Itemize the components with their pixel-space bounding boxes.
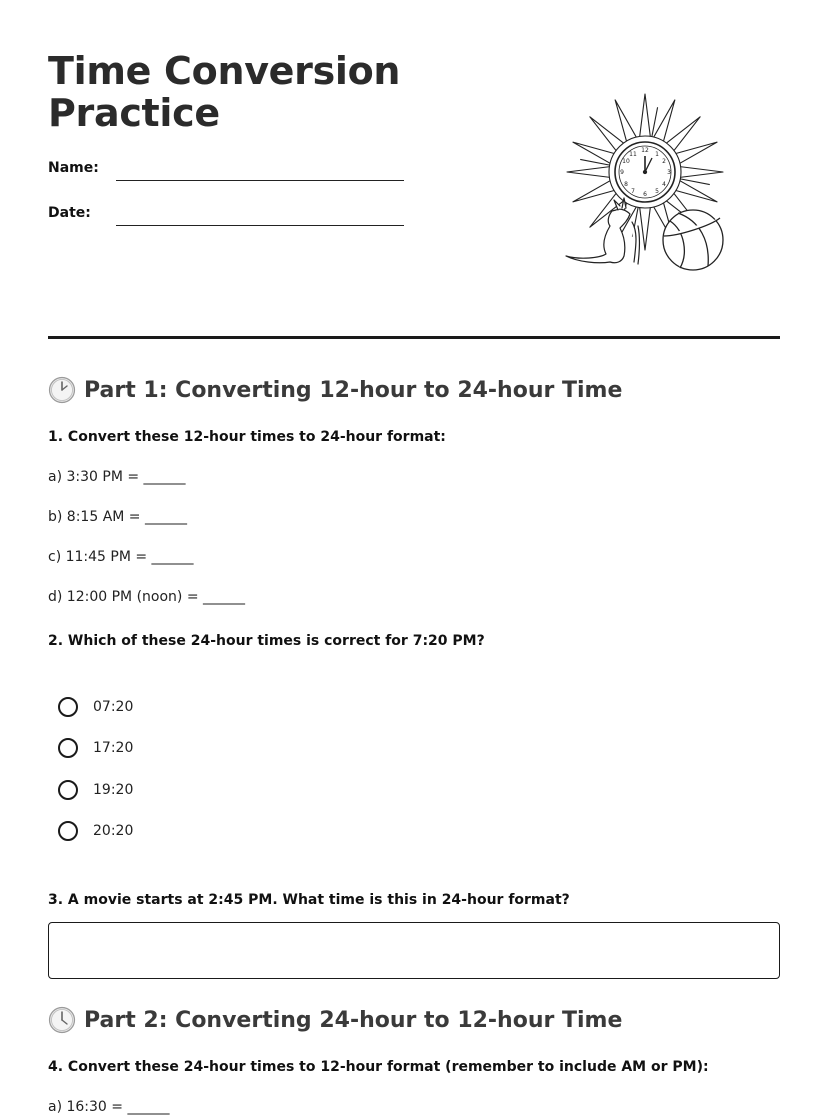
radio-label: 20:20 xyxy=(93,823,134,839)
svg-text:3: 3 xyxy=(667,169,671,176)
name-label: Name: xyxy=(48,160,99,176)
part1-heading xyxy=(48,375,622,405)
radio-label: 19:20 xyxy=(93,782,134,798)
radio-option-1920[interactable] xyxy=(58,780,133,800)
radio-label: 07:20 xyxy=(93,699,134,715)
question-1-item-c: c) 11:45 PM = ______ xyxy=(48,549,194,565)
clock-icon xyxy=(48,1006,76,1034)
question-4-item-a: a) 16:30 = ______ xyxy=(48,1099,170,1115)
question-1-prompt: 1. Convert these 12-hour times to 24-hour format: xyxy=(48,429,446,445)
radio-option-2020[interactable] xyxy=(58,821,133,841)
radio-option-0720[interactable] xyxy=(58,697,133,717)
svg-text:8: 8 xyxy=(624,181,628,188)
part2-heading-text: Part 2: Converting 24-hour to 12-hour Time xyxy=(84,1007,623,1033)
radio-button[interactable] xyxy=(58,738,78,758)
radio-button[interactable] xyxy=(58,697,78,717)
page-title xyxy=(48,50,428,134)
question-1-item-b: b) 8:15 AM = ______ xyxy=(48,509,187,525)
title-line-1: Time Conversion xyxy=(48,49,401,93)
date-field-line[interactable] xyxy=(116,225,404,226)
radio-option-1720[interactable] xyxy=(58,738,133,758)
radio-button[interactable] xyxy=(58,821,78,841)
svg-text:6: 6 xyxy=(643,191,647,198)
svg-text:5: 5 xyxy=(655,188,659,195)
svg-text:7: 7 xyxy=(631,188,635,195)
part2-heading xyxy=(48,1005,622,1035)
radio-button[interactable] xyxy=(58,780,78,800)
sun-clock-illustration-icon xyxy=(560,86,730,276)
svg-text:9: 9 xyxy=(620,169,624,176)
svg-text:10: 10 xyxy=(622,158,630,165)
question-2-prompt: 2. Which of these 24-hour times is correct for 7:20 PM? xyxy=(48,633,485,649)
clock-icon xyxy=(48,376,76,404)
question-3-prompt: 3. A movie starts at 2:45 PM. What time is this in 24-hour format? xyxy=(48,892,570,908)
title-line-2: Practice xyxy=(48,91,220,135)
part1-heading-text: Part 1: Converting 12-hour to 24-hour Time xyxy=(84,377,623,403)
svg-text:2: 2 xyxy=(662,158,666,165)
name-field-line[interactable] xyxy=(116,180,404,181)
radio-label: 17:20 xyxy=(93,740,134,756)
question-1-item-a: a) 3:30 PM = ______ xyxy=(48,469,186,485)
section-divider xyxy=(48,336,780,339)
question-3-answer-box[interactable] xyxy=(48,922,780,979)
svg-text:11: 11 xyxy=(629,151,637,158)
date-label: Date: xyxy=(48,205,91,221)
question-1-item-d: d) 12:00 PM (noon) = ______ xyxy=(48,589,245,605)
svg-text:12: 12 xyxy=(641,147,649,154)
svg-text:1: 1 xyxy=(655,151,659,158)
svg-text:4: 4 xyxy=(662,181,666,188)
question-4-prompt: 4. Convert these 24-hour times to 12-hour format (remember to include AM or PM): xyxy=(48,1059,709,1075)
